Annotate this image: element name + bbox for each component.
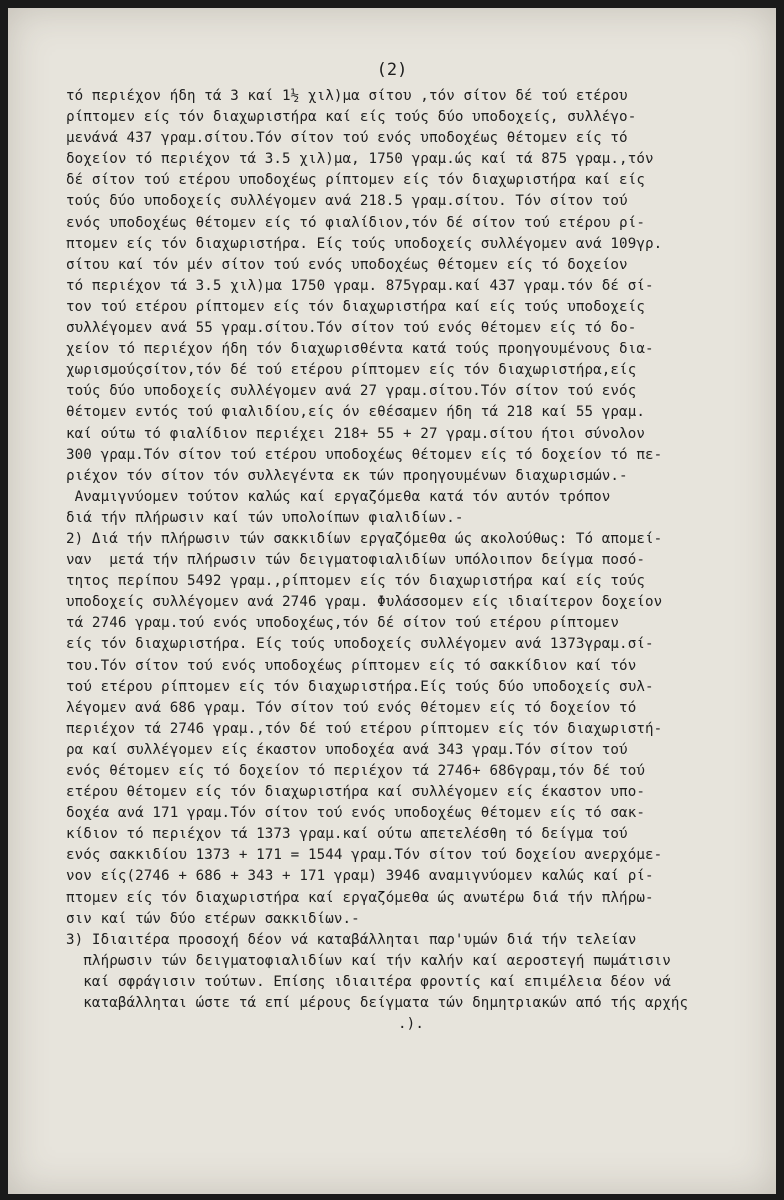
text-line: χείον τό περιέχον ήδη τόν διαχωρισθέντα κατά τούς προηγουμένους δια-	[66, 341, 654, 358]
text-line: διά τήν πλήρωσιν καί τών υπολοίπων φιαλιδίων.-	[66, 509, 464, 526]
text-line: τούς δύο υποδοχείς συλλέγομεν ανά 27 γραμ.σίτου.Τόν σίτον τού ενός	[66, 383, 637, 400]
text-line: δοχείον τό περιέχον τά 3.5 χιλ)μα, 1750 γραμ.ώς καί τά 875 γραμ.,τόν	[66, 151, 654, 168]
text-line: θέτομεν εντός τού φιαλιδίου,είς όν εθέσαμεν ήδη τά 218 καί 55 γραμ.	[66, 404, 645, 421]
text-line: είς τόν διαχωριστήρα. Είς τούς υποδοχείς συλλέγομεν ανά 1373γραμ.σί-	[66, 636, 654, 653]
text-line: καί σφράγισιν τούτων. Επίσης ιδιαιτέρα φροντίς καί επιμέλεια δέον νά	[66, 973, 671, 990]
text-line: πλήρωσιν τών δειγματοφιαλιδίων καί τήν καλήν καί αεροστεγή πωμάτισιν	[66, 952, 671, 969]
text-line: τητος περίπου 5492 γραμ.,ρίπτομεν είς τόν διαχωριστήρα καί είς τούς	[66, 573, 645, 590]
text-line: .).	[398, 1016, 424, 1033]
text-line: συλλέγομεν ανά 55 γραμ.σίτου.Τόν σίτον τού ενός θέτομεν είς τό δο-	[66, 320, 637, 337]
text-line: ενός σακκιδίου 1373 + 171 = 1544 γραμ.Τόν σίτον τού δοχείου ανερχόμε-	[66, 847, 663, 864]
text-line: κίδιον τό περιέχον τά 1373 γραμ.καί ούτω απετελέσθη τό δείγμα τού	[66, 826, 628, 843]
text-line: σιν καί τών δύο ετέρων σακκιδίων.-	[66, 910, 360, 927]
text-line: καί ούτω τό φιαλίδιον περιέχει 218+ 55 + 27 γραμ.σίτου ήτοι σύνολον	[66, 425, 645, 442]
text-line: δέ σίτον τού ετέρου υποδοχέως ρίπτομεν είς τόν διαχωριστήρα καί είς	[66, 172, 645, 189]
text-line: τού ετέρου ρίπτομεν είς τόν διαχωριστήρα.Είς τούς δύο υποδοχείς συλ-	[66, 678, 654, 695]
typed-text-body	[66, 86, 756, 1035]
text-line: δοχέα ανά 171 γραμ.Τόν σίτον τού ενός υποδοχέως θέτομεν είς τό σακ-	[66, 805, 645, 822]
document-page	[8, 8, 776, 1194]
text-line: 2) Διά τήν πλήρωσιν τών σακκιδίων εργαζόμεθα ώς ακολούθως: Τό απομεί-	[66, 530, 663, 547]
text-line: Αναμιγνύομεν τούτον καλώς καί εργαζόμεθα κατά τόν αυτόν τρόπον	[66, 488, 611, 505]
text-line: ετέρου θέτομεν είς τόν διαχωριστήρα καί συλλέγομεν είς έκαστον υπο-	[66, 784, 645, 801]
text-line: πτομεν είς τόν διαχωριστήρα καί εργαζόμεθα ώς ανωτέρω διά τήν πλήρω-	[66, 889, 654, 906]
text-line: χωρισμούςσίτον,τόν δέ τού ετέρου ρίπτομεν είς τόν διαχωριστήρα,είς	[66, 362, 637, 379]
text-line: τό περιέχον ήδη τά 3 καί 1½ χιλ)μα σίτου ,τόν σίτον δέ τού ετέρου	[66, 88, 628, 104]
text-line: τον τού ετέρου ρίπτομεν είς τόν διαχωριστήρα καί είς τούς υποδοχείς	[66, 298, 645, 315]
text-line: ρίπτομεν είς τόν διαχωριστήρα καί είς τούς δύο υποδοχείς, συλλέγο-	[66, 109, 637, 126]
text-line: πτομεν είς τόν διαχωριστήρα. Είς τούς υποδοχείς συλλέγομεν ανά 109γρ.	[66, 235, 663, 252]
text-line: ενός υποδοχέως θέτομεν είς τό φιαλίδιον,τόν δέ σίτον τού ετέρου ρί-	[66, 214, 645, 231]
text-line: τούς δύο υποδοχείς συλλέγομεν ανά 218.5 γραμ.σίτου. Τόν σίτον τού	[66, 193, 628, 210]
text-line: ρα καί συλλέγομεν είς έκαστον υποδοχέα ανά 343 γραμ.Τόν σίτον τού	[66, 741, 628, 758]
text-line: 3) Ιδιαιτέρα προσοχή δέον νά καταβάλληται παρ'υμών διά τήν τελείαν	[66, 931, 637, 948]
text-line: υποδοχείς συλλέγομεν ανά 2746 γραμ. Φυλάσσομεν είς ιδιαίτερον δοχείον	[66, 594, 663, 611]
page-number: (2)	[376, 60, 408, 80]
text-line: του.Τόν σίτον τού ενός υποδοχέως ρίπτομεν είς τό σακκίδιον καί τόν	[66, 657, 637, 674]
text-line: νον είς(2746 + 686 + 343 + 171 γραμ) 3946 αναμιγνύομεν καλώς καί ρί-	[66, 868, 654, 885]
text-line: 300 γραμ.Τόν σίτον τού ετέρου υποδοχέως θέτομεν είς τό δοχείον τό πε-	[66, 446, 663, 463]
text-line: μενάνά 437 γραμ.σίτου.Τόν σίτον τού ενός υποδοχέως θέτομεν είς τό	[66, 130, 628, 147]
text-line: ριέχον τόν σίτον τόν συλλεγέντα εκ τών προηγουμένων διαχωρισμών.-	[66, 467, 628, 484]
text-line: καταβάλληται ώστε τά επί μέρους δείγματα τών δημητριακών από τής αρχής	[66, 995, 689, 1012]
text-line: τά 2746 γραμ.τού ενός υποδοχέως,τόν δέ σίτον τού ετέρου ρίπτομεν	[66, 615, 620, 632]
text-line: περιέχον τά 2746 γραμ.,τόν δέ τού ετέρου ρίπτομεν είς τόν διαχωριστή-	[66, 720, 663, 737]
text-line: τό περιέχον τά 3.5 χιλ)μα 1750 γραμ. 875γραμ.καί 437 γραμ.τόν δέ σί-	[66, 277, 654, 294]
text-line: λέγομεν ανά 686 γραμ. Τόν σίτον τού ενός θέτομεν είς τό δοχείον τό	[66, 699, 637, 716]
text-line: ναν μετά τήν πλήρωσιν τών δειγματοφιαλιδίων υπόλοιπον δείγμα ποσό-	[66, 552, 645, 569]
text-line: σίτου καί τόν μέν σίτον τού ενός υποδοχέως θέτομεν είς τό δοχείον	[66, 256, 628, 273]
text-line: ενός θέτομεν είς τό δοχείον τό περιέχον τά 2746+ 686γραμ,τόν δέ τού	[66, 763, 645, 779]
